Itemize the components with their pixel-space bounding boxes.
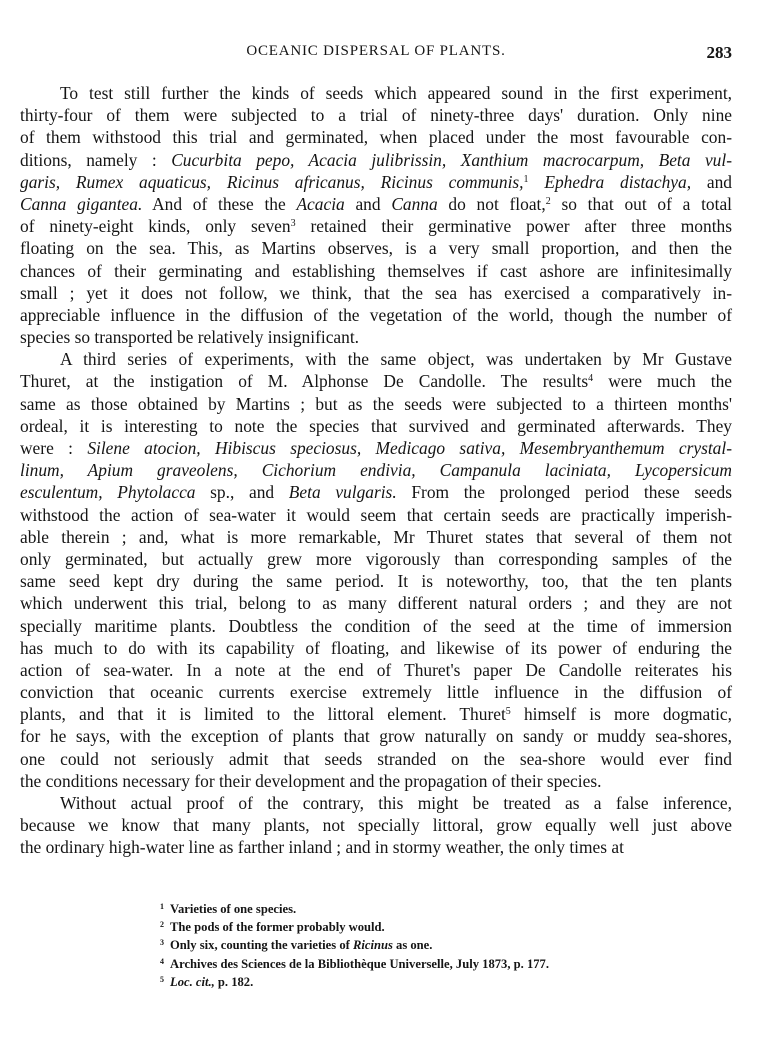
text-run xyxy=(529,172,545,192)
text-run: and xyxy=(344,193,392,214)
footnote xyxy=(160,936,700,954)
italic-text: linum, Apium graveolens, Cichorium endivia, Campanula laciniata, Lycopersicum xyxy=(20,460,732,481)
text-line xyxy=(20,814,732,836)
text-run: thirty-four of them were subjected to a trial of ninety-three days' duration. Only nine xyxy=(20,105,732,126)
text-line xyxy=(20,481,732,503)
footnote-marker: 4 xyxy=(588,373,594,385)
paragraph xyxy=(20,82,732,348)
text-line xyxy=(20,326,732,348)
text-line xyxy=(20,149,732,171)
text-run: ditions, namely : xyxy=(20,149,172,170)
text-run: Thuret, at the instigation of M. Alphonse De Candolle. The results xyxy=(20,371,589,392)
text-run: Only six, counting the varieties of xyxy=(170,938,353,953)
text-run: only germinated, but actually grew more vigorously than corresponding samples of the xyxy=(20,548,732,569)
text-run: of ninety-eight kinds, only seven xyxy=(20,216,291,237)
text-run: To test still further the kinds of seeds which appeared sound in the first experiment, xyxy=(60,83,732,103)
text-line xyxy=(20,681,732,703)
text-line xyxy=(20,504,732,526)
text-run: plants, and that it is limited to the littoral element. Thuret xyxy=(20,704,506,725)
text-run: From the prolonged period these seeds xyxy=(396,482,733,503)
text-line xyxy=(20,792,732,814)
text-run: And of these the xyxy=(142,193,297,214)
paragraph xyxy=(20,792,732,859)
footnote-marker: 2 xyxy=(545,195,551,207)
text-line xyxy=(20,282,732,304)
text-run: Without actual proof of the contrary, this might be treated as a false inference, xyxy=(60,793,732,813)
text-run: were much the xyxy=(593,371,732,392)
text-run: of them withstood this trial and germinated, when placed under the most favourable con- xyxy=(20,127,732,148)
footnote xyxy=(160,900,700,918)
text-line xyxy=(20,415,732,437)
text-run: sp., and xyxy=(195,482,289,503)
italic-text: Canna xyxy=(391,193,438,214)
text-line xyxy=(20,770,732,792)
text-line xyxy=(20,526,732,548)
text-run: withstood the action of sea-water it would seem that certain seeds are practically imperish- xyxy=(20,504,732,525)
text-run: A third series of experiments, with the same object, was undertaken by Mr Gustave xyxy=(60,349,732,370)
text-run: as one. xyxy=(392,938,433,953)
footnote xyxy=(160,918,700,936)
text-run: appreciable influence in the diffusion of the vegetation of the world, though the number of xyxy=(20,304,732,325)
text-run: himself is more dogmatic, xyxy=(510,704,732,725)
text-run: one could not seriously admit that seeds stranded on the sea-shore would ever find xyxy=(20,748,732,769)
footnote-marker: 5 xyxy=(505,706,511,718)
footnotes xyxy=(160,900,700,991)
footnote-marker: 1 xyxy=(160,902,164,911)
text-run: ordeal, it is interesting to note the species that survived and germinated afterwards. They xyxy=(20,415,732,436)
text-run: able therein ; and, what is more remarkable, Mr Thuret states that several of them not xyxy=(20,526,732,547)
italic-text: Acacia xyxy=(296,193,345,214)
footnote-marker: 5 xyxy=(160,974,164,984)
text-run: because we know that many plants, not specially littoral, grow equally well just above xyxy=(20,815,732,836)
text-run: p. 182. xyxy=(214,974,254,989)
text-run: The pods of the former probably would. xyxy=(170,920,385,935)
page-number: 283 xyxy=(706,43,732,62)
text-line xyxy=(20,215,732,237)
text-line xyxy=(20,370,732,392)
footnote-marker: 3 xyxy=(290,218,296,230)
text-run: conviction that oceanic currents exercise extremely little influence in the diffusion of xyxy=(20,682,732,703)
text-line xyxy=(20,836,732,858)
text-run: and xyxy=(691,171,732,192)
text-run: Varieties of one species. xyxy=(170,902,297,916)
footnote-marker: 4 xyxy=(160,956,164,966)
text-run: same seed kept dry during the same period. It is noteworthy, too, that the ten plants xyxy=(20,571,732,592)
text-run: specially maritime plants. Doubtless the condition of the seed at the time of immersion xyxy=(20,615,732,636)
text-line xyxy=(20,260,732,282)
text-line xyxy=(20,82,732,104)
text-run: Archives des Sciences de la Bibliothèque Universelle, July 1873, p. 177. xyxy=(170,956,549,971)
text-line xyxy=(20,703,732,725)
italic-text: Ricinus xyxy=(352,938,393,953)
text-run: floating on the sea. This, as Martins observes, is a very small proportion, and then the xyxy=(20,238,732,259)
text-run: do not float, xyxy=(437,193,546,214)
text-run: retained their germinative power after three months xyxy=(295,216,732,237)
footnote xyxy=(160,955,700,973)
text-line xyxy=(20,748,732,770)
text-line xyxy=(20,437,732,459)
italic-text: Beta vulgaris. xyxy=(288,482,397,503)
text-run: which underwent this trial, belong to as many different natural orders ; and they are not xyxy=(20,593,732,614)
italic-text: Canna gigantea. xyxy=(20,193,143,214)
body-text xyxy=(20,82,732,859)
text-run: the conditions necessary for their development and the propagation of their species. xyxy=(20,770,602,791)
italic-text: Silene atocion, Hibiscus speciosus, Medicago sativa, Mesembryanthemum crystal- xyxy=(87,438,732,458)
italic-text: Cucurbita pepo, Acacia julibrissin, Xanthium macrocarpum, Beta vul- xyxy=(171,149,732,170)
text-run: small ; yet it does not follow, we think, that the sea has exercised a comparatively in- xyxy=(20,282,732,303)
text-run: the ordinary high-water line as farther inland ; and in stormy weather, the only times at xyxy=(20,837,624,858)
text-line xyxy=(20,725,732,747)
text-line xyxy=(20,637,732,659)
text-run: action of sea-water. In a note at the end of Thuret's paper De Candolle reiterates his xyxy=(20,659,732,680)
page-header xyxy=(20,43,732,65)
text-run: for he says, with the exception of plants that grow naturally on sandy or muddy sea-shores, xyxy=(20,726,732,747)
text-line xyxy=(20,615,732,637)
text-line xyxy=(20,237,732,259)
italic-text: garis, Rumex aquaticus, Ricinus africanus, Ricinus communis, xyxy=(20,171,524,192)
footnote-marker: 2 xyxy=(160,920,164,930)
text-line xyxy=(20,126,732,148)
text-line xyxy=(20,193,732,215)
text-line xyxy=(20,459,732,481)
text-run: species so transported be relatively insignificant. xyxy=(20,327,360,348)
footnote-marker: 3 xyxy=(160,938,164,948)
text-run: so that out of a total xyxy=(550,193,732,214)
text-run: chances of their germinating and establishing themselves if cast ashore are infinitesimally xyxy=(20,260,732,281)
italic-text: Ephedra distachya, xyxy=(544,171,692,192)
text-line xyxy=(20,304,732,326)
text-line xyxy=(20,171,732,193)
text-line xyxy=(20,104,732,126)
text-line xyxy=(20,548,732,570)
text-run: same as those obtained by Martins ; but as the seeds were subjected to a thirteen months' xyxy=(20,393,732,414)
running-title: OCEANIC DISPERSAL OF PLANTS. xyxy=(246,43,506,59)
text-run: has much to do with its capability of floating, and likewise of its power of enduring the xyxy=(20,637,732,658)
text-line xyxy=(20,393,732,415)
text-line xyxy=(20,592,732,614)
paragraph xyxy=(20,348,732,792)
text-line xyxy=(20,659,732,681)
text-line xyxy=(20,570,732,592)
text-line xyxy=(20,348,732,370)
italic-text: esculentum, Phytolacca xyxy=(20,482,196,503)
text-run: were : xyxy=(20,438,88,458)
footnote xyxy=(160,973,700,991)
italic-text: Loc. cit., xyxy=(170,974,215,989)
footnote-marker: 1 xyxy=(523,173,529,185)
